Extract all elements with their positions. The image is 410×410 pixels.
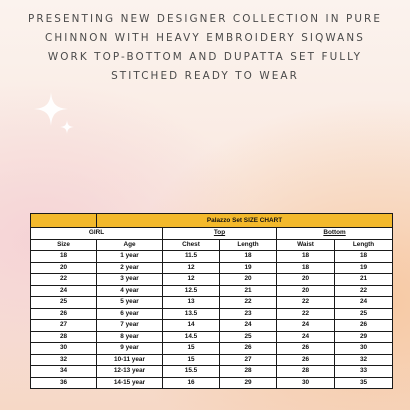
table-cell: 12: [163, 262, 220, 274]
headline-line: WORK TOP-BOTTOM AND DUPATTA SET FULLY: [47, 51, 363, 63]
column-header: Waist: [277, 239, 335, 251]
table-cell: 24: [277, 320, 335, 332]
table-cell: 22: [31, 274, 97, 286]
table-cell: 30: [277, 377, 335, 389]
table-row: [31, 343, 393, 355]
table-cell: 12: [163, 274, 220, 286]
table-cell: 36: [31, 377, 97, 389]
table-cell: 24: [277, 331, 335, 343]
table-cell: 26: [277, 343, 335, 355]
table-cell: 29: [335, 331, 393, 343]
size-chart-title: Palazzo Set SIZE CHART: [97, 214, 393, 228]
table-row: [31, 331, 393, 343]
table-cell: 21: [220, 285, 277, 297]
table-row: [31, 366, 393, 378]
table-row: [31, 308, 393, 320]
table-row: [31, 297, 393, 309]
table-cell: 12-13 year: [97, 366, 163, 378]
table-cell: 22: [277, 308, 335, 320]
size-chart-table: [30, 213, 393, 389]
table-row: [31, 354, 393, 366]
table-cell: 33: [335, 366, 393, 378]
table-cell: 28: [31, 331, 97, 343]
table-cell: 14-15 year: [97, 377, 163, 389]
table-cell: 6 year: [97, 308, 163, 320]
table-cell: 25: [220, 331, 277, 343]
headline-line: CHINNON WITH HEAVY EMBROIDERY SIQWANS: [45, 32, 365, 44]
table-cell: 22: [277, 297, 335, 309]
table-cell: 29: [220, 377, 277, 389]
table-cell: 24: [335, 297, 393, 309]
table-cell: 15: [163, 343, 220, 355]
table-cell: 25: [31, 297, 97, 309]
column-header: Length: [220, 239, 277, 251]
table-row: [31, 251, 393, 263]
table-cell: 14.5: [163, 331, 220, 343]
table-cell: 24: [31, 285, 97, 297]
group-header-top: Top: [163, 228, 277, 240]
column-header: Age: [97, 239, 163, 251]
table-cell: 25: [335, 308, 393, 320]
table-row: [31, 285, 393, 297]
table-cell: 12.5: [163, 285, 220, 297]
table-cell: 10-11 year: [97, 354, 163, 366]
table-cell: 24: [220, 320, 277, 332]
table-cell: 18: [220, 251, 277, 263]
table-cell: 3 year: [97, 274, 163, 286]
headline-line: PRESENTING NEW DESIGNER COLLECTION IN PURE: [27, 13, 383, 25]
column-header-row: [31, 239, 393, 251]
table-cell: 20: [31, 262, 97, 274]
table-cell: 18: [31, 251, 97, 263]
size-chart-title-row: [31, 214, 393, 228]
table-cell: 15: [163, 354, 220, 366]
table-cell: 16: [163, 377, 220, 389]
table-cell: 30: [31, 343, 97, 355]
table-cell: 9 year: [97, 343, 163, 355]
table-cell: 15.5: [163, 366, 220, 378]
title-spacer-cell: [31, 214, 97, 228]
table-cell: 22: [335, 285, 393, 297]
table-cell: 27: [220, 354, 277, 366]
table-cell: 30: [335, 343, 393, 355]
table-cell: 7 year: [97, 320, 163, 332]
table-cell: 35: [335, 377, 393, 389]
sparkle-icon: [60, 120, 74, 134]
column-header: Chest: [163, 239, 220, 251]
table-cell: 14: [163, 320, 220, 332]
table-row: [31, 377, 393, 389]
column-header: Size: [31, 239, 97, 251]
table-cell: 27: [31, 320, 97, 332]
table-cell: 13.5: [163, 308, 220, 320]
table-cell: 1 year: [97, 251, 163, 263]
table-cell: 13: [163, 297, 220, 309]
table-cell: 21: [335, 274, 393, 286]
table-cell: 28: [277, 366, 335, 378]
group-header-girl: GIRL: [31, 228, 163, 240]
column-header: Length: [335, 239, 393, 251]
table-cell: 23: [220, 308, 277, 320]
table-row: [31, 320, 393, 332]
table-cell: 20: [220, 274, 277, 286]
table-cell: 34: [31, 366, 97, 378]
group-header-bottom: Bottom: [277, 228, 393, 240]
table-cell: 26: [31, 308, 97, 320]
table-row: [31, 274, 393, 286]
table-cell: 18: [277, 251, 335, 263]
table-row: [31, 262, 393, 274]
table-cell: 20: [277, 274, 335, 286]
headline-line: STITCHED READY TO WEAR: [111, 70, 299, 82]
table-cell: 28: [220, 366, 277, 378]
table-cell: 26: [277, 354, 335, 366]
table-cell: 19: [220, 262, 277, 274]
headline: [0, 10, 410, 86]
table-cell: 2 year: [97, 262, 163, 274]
table-cell: 18: [277, 262, 335, 274]
table-cell: 22: [220, 297, 277, 309]
table-cell: 20: [277, 285, 335, 297]
table-cell: 32: [31, 354, 97, 366]
table-cell: 8 year: [97, 331, 163, 343]
table-cell: 4 year: [97, 285, 163, 297]
table-cell: 18: [335, 251, 393, 263]
table-cell: 11.5: [163, 251, 220, 263]
table-cell: 26: [220, 343, 277, 355]
table-cell: 19: [335, 262, 393, 274]
table-cell: 5 year: [97, 297, 163, 309]
group-header-row: [31, 228, 393, 240]
table-cell: 26: [335, 320, 393, 332]
table-cell: 32: [335, 354, 393, 366]
